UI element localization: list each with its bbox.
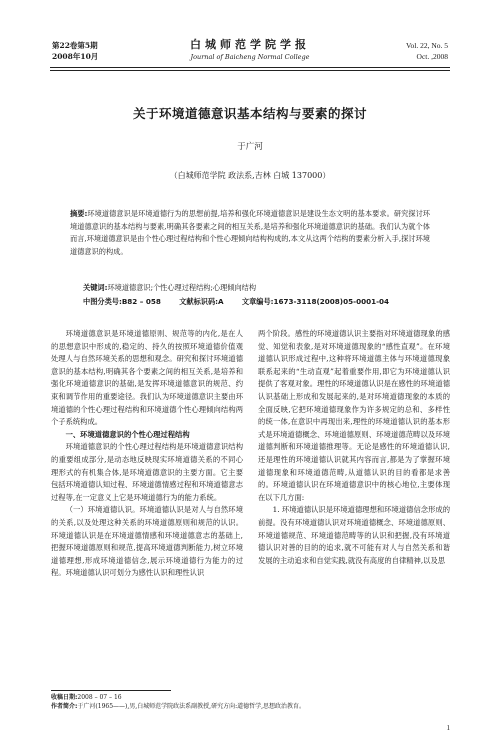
section-heading: 一、环境道德意识的个性心理过程结构	[65, 429, 190, 439]
paragraph: 1. 环境道德认识是环境道德理想和环境道德信念形成的前提。没有环境道德认识对环境道德概念、环境道德原则、环境道德规范、环境道德范畴等的认识和把握,没有环境道德认识对善的目的的追求,就不可能有对人与自然关系和谐发展的主动追求和自觉实践,就没有高度的自律精神,以及思	[258, 505, 450, 565]
paragraph: 两个阶段。感性的环境道德认识主要指对环境道德现象的感觉、知觉和表象,是对环境道德现象的“感性直观”。在环境道德认识形成过程中,这种将环境道德主体与环境道德现象联系起来的“生动直观”起着重要作用,即它为环境道德认识提供了客观对象。理性的环境道德认识是在感性的环境道德认识基础上形成和发展起来的,是对环境道德现象的本质的全面反映,它把环境道德现象作为许多规定的总和、多样性的统一体,在意识中再现出来,理性的环境道德认识的基本形式是环境道德概念、环境道德原则、环境道德范畴以及环境道德判断和环境道德推理等。无论是感性的环境道德认识,还是理性的环境道德认识就其内容而言,都是为了掌握环境道德现象和环境道德范畴,从道德认识的目的看都是求善的。环境道德认识在环境道德意识中的核心地位,主要体现在以下几方面:	[258, 329, 450, 502]
volume-issue: 第22卷第5期	[52, 41, 98, 50]
volume-issue-en: Vol. 22, No. 5	[406, 41, 448, 50]
keywords	[83, 282, 433, 293]
keywords-label: 关键词:	[83, 283, 108, 292]
classification-line	[83, 296, 443, 307]
body-column-left	[51, 328, 243, 580]
header-rule-thin	[50, 70, 450, 71]
issue-info-en	[406, 40, 448, 62]
publication-date: 2008年10月	[52, 52, 99, 61]
article-title: 关于环境道德意识基本结构与要素的探讨	[132, 106, 367, 121]
paragraph: （一）环境道德认识。环境道德认识是对人与自然环境的关系,以及处理这种关系的环境道德原则和规范的认识。环境道德认识是在环境道德情感和环境道德意志的基础上,把握环境道德原则和规范,提高环境道德判断能力,树立环境道德理想,形成环境道德信念,展示环境道德行为能力的过程。环境道德认识可划分为感性认识和理性认识	[51, 505, 243, 578]
keywords-text: 环境道德意识;个性心理过程结构;心理倾向结构	[107, 283, 257, 292]
footnote	[51, 693, 451, 711]
abstract	[70, 208, 430, 258]
paragraph: 环境道德意识是环境道德原则、规范等的内化,是在人的思想意识中形成的,稳定的、持久的按照环境道德价值观处理人与自然环境关系的思想和观念。研究和探讨环境道德意识的基本结构,明确其各个要素之间的相互关系,是培养和强化环境道德意识的基础,是发挥环境道德意识的规范、约束和调节作用的重要途径。我们认为环境道德意识主要由环境道德的个性心理过程结构和环境道德个性心理倾向结构两个子系统构成。	[51, 329, 243, 427]
journal-title-cn: 白城师范学院学报	[190, 38, 310, 51]
article-author: 于广河	[237, 142, 263, 152]
page-number: 1	[446, 724, 450, 732]
article-id: 文章编号:1673-3118(2008)05-0001-04	[241, 297, 390, 306]
paragraph: 环境道德意识的个性心理过程结构是环境道德意识结构的重要组成部分,是动态地反映现实环境道德关系的不同心理形式的有机集合体,是环境道德意识的主要方面。它主要包括环境道德认知过程、环境道德情感过程和环境道德意志过程等,在一定意义上它是环境道德行为的能力系统。	[51, 442, 243, 502]
received-date: 收稿日期:2008 – 07 – 16	[51, 694, 122, 701]
journal-title-block	[150, 38, 350, 62]
document-code: 文献标识码:A	[179, 297, 224, 306]
abstract-text: 环境道德意识是环境道德行为的思想前提,培养和强化环境道德意识是建设生态文明的基本要求。研究探讨环境道德意识的基本结构与要素,明确其各要素之间的相互关系,是培养和强化环境道德意识的基础。我们认为就个体而言,环境道德意识是由个性心理过程结构和个性心理倾向结构构成的,本文从这两个结构的要素分析入手,探讨环境道德意识的构成。	[70, 209, 430, 256]
author-bio: 作者简介:于广河(1965——),男,白城师范学院政法系副教授,研究方向:道德哲学,思想政治教育。	[51, 703, 306, 710]
publication-date-en: Oct. ,2008	[416, 52, 448, 61]
body-column-right	[258, 328, 450, 567]
issue-info	[52, 40, 98, 62]
author-affiliation: （白城师范学院 政法系,吉林 白城 137000）	[169, 171, 331, 180]
clc-number: 中图分类号:B82 – 058	[83, 297, 161, 306]
header-rule-thick	[50, 67, 450, 68]
journal-title-en: Journal of Baicheng Normal College	[190, 53, 310, 61]
footnote-rule	[51, 690, 171, 691]
abstract-label: 摘要:	[70, 209, 88, 218]
